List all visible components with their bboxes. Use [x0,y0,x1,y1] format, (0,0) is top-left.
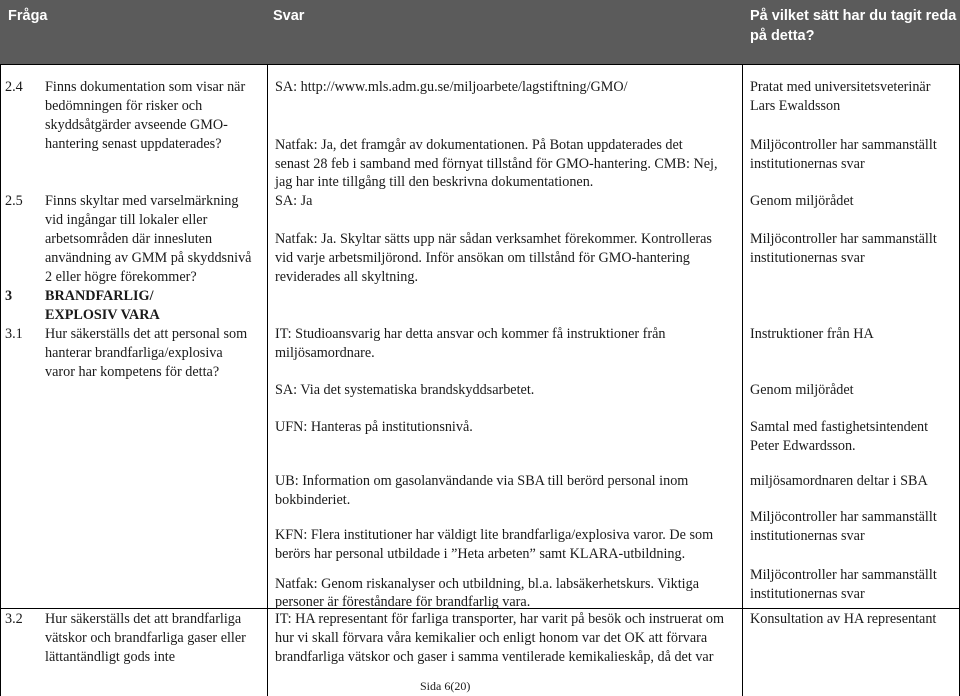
answer-text: reviderades all skyltning. [275,269,419,285]
answer-text: Natfak: Ja. Skyltar sätts upp när sådan verksamhet förekommer. Kontrolleras [275,231,712,247]
method-text: Peter Edwardsson. [750,438,856,454]
method-text: Lars Ewaldsson [750,98,841,114]
method-text: institutionernas svar [750,528,865,544]
method-text: institutionernas svar [750,250,865,266]
method-text: Samtal med fastighetsintendent [750,419,929,435]
header-answer: Svar [273,8,305,24]
answer-text: bokbinderiet. [275,492,351,508]
method-text: Instruktioner från HA [750,326,874,342]
row-number: 3.2 [5,611,23,627]
grid-line [742,64,743,696]
section-number: 3 [5,288,13,304]
answer-text: personer är föreståndare för brandfarlig vara. [275,594,531,610]
method-text: institutionernas svar [750,586,865,602]
answer-text: brandfarliga vätskor och gaser i samma ventilerade kemikalieskåp, då det var [275,649,714,665]
section-title: EXPLOSIV VARA [45,307,160,323]
method-text: Konsultation av HA representant [750,611,937,627]
method-text: Miljöcontroller har sammanställt [750,509,937,525]
answer-text: jag har inte tillgång till den beskrivna dokumentationen. [275,174,594,190]
header-method: På vilket sätt har du tagit reda på detta? [750,8,957,44]
page-number: Sida 6(20) [420,679,471,693]
row-number: 3.1 [5,326,23,342]
answer-text: senast 28 feb i samband med förnyat tillstånd för GMO-hantering. CMB: Nej, [275,156,718,172]
row-number: 2.5 [5,193,23,209]
answer-text: UFN: Hanteras på institutionsnivå. [275,419,473,435]
grid-line [267,64,268,696]
answer-text: miljösamordnare. [275,345,375,361]
answer-text: Natfak: Genom riskanalyser och utbildning, bl.a. labsäkerhetskurs. Viktiga [275,576,700,592]
answer-text: IT: HA representant för farliga transporter, har varit på besök och instruerat om [275,611,725,627]
method-text: miljösamordnaren deltar i SBA [750,473,928,489]
method-text: Pratat med universitetsveterinär [750,79,931,95]
answer-text: hur vi skall förvara våra kemikalier och enligt honom var det OK att förvara [275,630,708,646]
grid-line [0,64,1,696]
answer-text: SA: Ja [275,193,313,209]
method-text: institutionernas svar [750,156,865,172]
method-text: Genom miljörådet [750,382,854,398]
row-number: 2.4 [5,79,23,95]
answer-text: SA: Via det systematiska brandskyddsarbetet. [275,382,535,398]
answer-text: KFN: Flera institutioner har väldigt lite brandfarliga/explosiva varor. De som [275,527,714,543]
grid-line [0,64,960,65]
answer-text: UB: Information om gasolanvändande via SBA till berörd personal inom [275,473,689,489]
header-question: Fråga [8,8,48,24]
answer-text: Natfak: Ja, det framgår av dokumentationen. På Botan uppdaterades det [275,137,683,153]
table-header [0,0,960,64]
answer-text: berörs har personal utbildade i ”Heta arbeten” samt KLARA-utbildning. [275,546,686,562]
answer-link[interactable]: SA: http://www.mls.adm.gu.se/miljoarbete/lagstiftning/GMO/ [275,79,628,95]
method-text: Miljöcontroller har sammanställt [750,231,937,247]
method-text: Miljöcontroller har sammanställt [750,567,937,583]
answer-text: vid varje arbetsmiljörond. Inför ansökan om tillstånd för GMO-hantering [275,250,690,266]
answer-text: IT: Studioansvarig har detta ansvar och kommer få instruktioner från [275,326,666,342]
method-text: Miljöcontroller har sammanställt [750,137,937,153]
method-text: Genom miljörådet [750,193,854,209]
section-title: BRANDFARLIG/ [45,288,154,304]
